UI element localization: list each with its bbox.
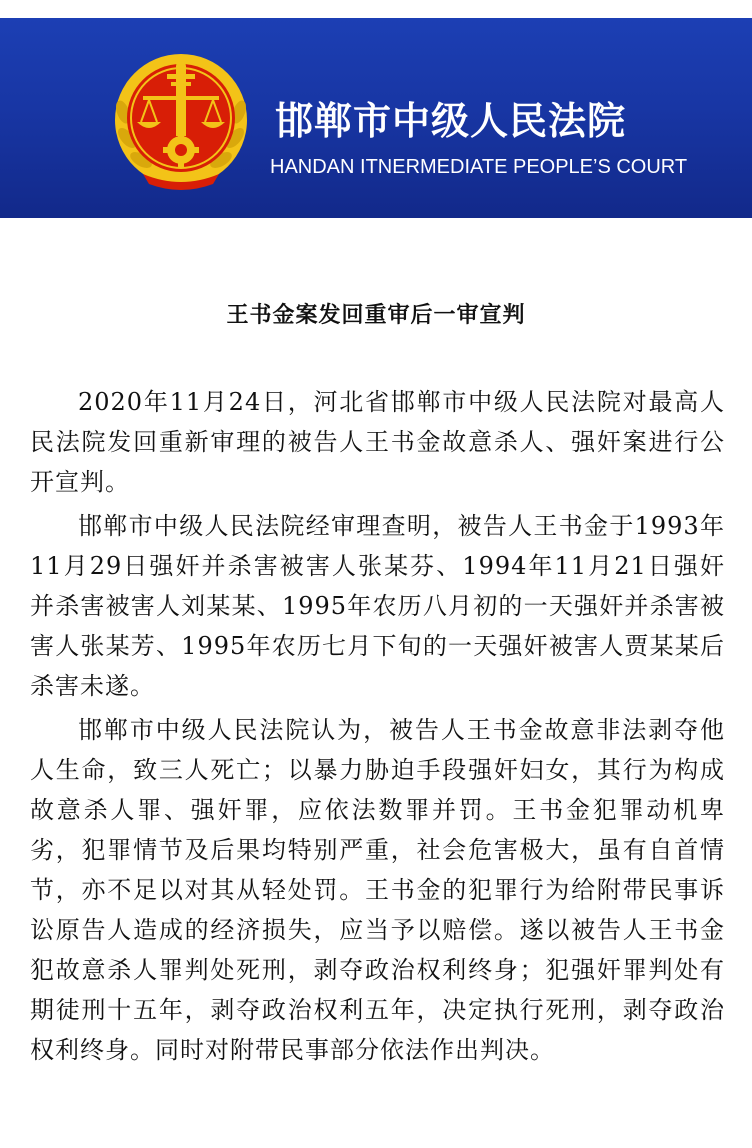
- court-header-banner: [0, 18, 752, 218]
- court-name-cn: 邯郸市中级人民法院: [275, 99, 627, 143]
- court-name-en: HANDAN ITNERMEDIATE PEOPLE’S COURT: [270, 156, 688, 178]
- article-paragraph: 2020年11月24日，河北省邯郸市中级人民法院对最高人民法院发回重新审理的被告人王书金故意杀人、强奸案进行公开宣判。: [30, 388, 725, 496]
- court-emblem-icon: [113, 52, 249, 192]
- article-paragraph: 邯郸市中级人民法院认为，被告人王书金故意非法剥夺他人生命，致三人死亡；以暴力胁迫手段强奸妇女，其行为构成故意杀人罪、强奸罪，应依法数罪并罚。王书金犯罪动机卑劣，犯罪情节及后果均特别严重，社会危害极大，虽有自首情节，亦不足以对其从轻处罚。王书金的犯罪行为给附带民事诉讼原告人造成的经济损失，应当予以赔偿。遂以被告人王书金犯故意杀人罪判处死刑，剥夺政治权利终身；犯强奸罪判处有期徒刑十五年，剥夺政治权利五年，决定执行死刑，剥夺政治权利终身。同时对附带民事部分依法作出判决。: [30, 716, 725, 1064]
- article-paragraph: 邯郸市中级人民法院经审理查明，被告人王书金于1993年11月29日强奸并杀害被害人张某芬、1994年11月21日强奸并杀害被害人刘某某、1995年农历八月初的一天强奸并杀害被害人张某芳、1995年农历七月下旬的一天强奸被害人贾某某后杀害未遂。: [30, 512, 725, 700]
- article-body: [30, 382, 725, 1074]
- article-title: 王书金案发回重审后一审宣判: [226, 302, 526, 328]
